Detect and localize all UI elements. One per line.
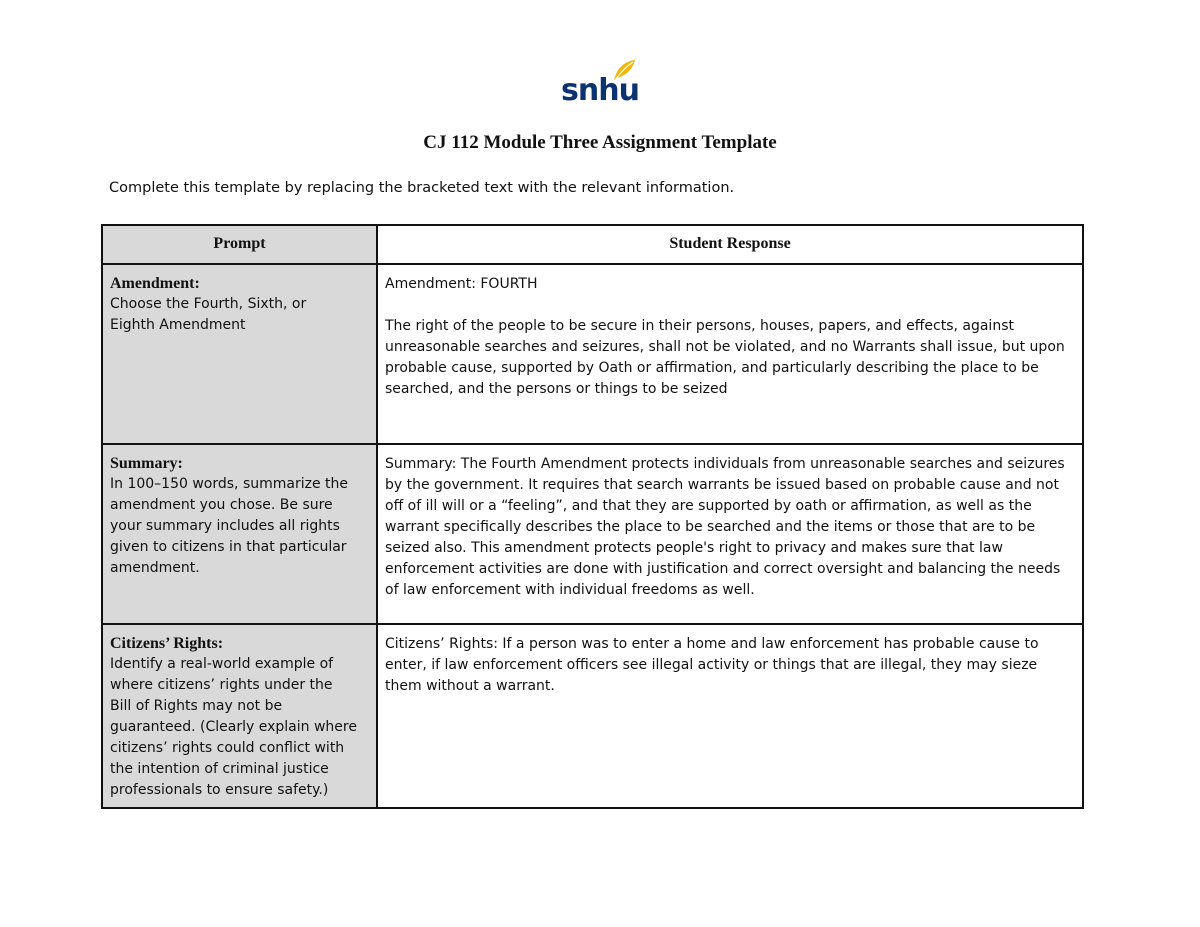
response-text: Citizens’ Rights: If a person was to enter a home and law enforcement has probable cause to enter, if law enforcement officers see illegal activity or things that are illegal, they may sieze them without a warrant.	[385, 636, 1039, 694]
snhu-logo	[561, 58, 637, 110]
prompt-label: Summary:	[110, 455, 183, 472]
prompt-label: Citizens’ Rights:	[110, 635, 224, 652]
response-text: Summary: The Fourth Amendment protects individuals from unreasonable searches and seizures by the government. It requires that search warrants be issued based on probable cause and not off of ill will or a “feeling”, and that they are supported by oath or affirmation, as well as the warrant specifically describes the place to be searched and the items or those that are to be seized also. This amendment protects people's right to privacy and makes sure that law enforcement activities are done with justification and correct oversight and balancing the needs of law enforcement with individual freedoms as well.	[385, 456, 1065, 598]
table-row	[102, 264, 1083, 444]
response-cell[interactable]	[377, 624, 1083, 808]
prompt-text: Identify a real-world example of where citizens’ rights under the Bill of Rights may not be guaranteed. (Clearly explain where citizens’ rights could conflict with the intention of criminal justice professionals to ensure safety.)	[110, 656, 357, 798]
table-row	[102, 444, 1083, 624]
response-column-header: Student Response	[377, 225, 1083, 264]
prompt-text: In 100–150 words, summarize the amendment you chose. Be sure your summary includes all rights given to citizens in that particular amendment.	[110, 476, 349, 576]
prompt-cell	[102, 624, 377, 808]
prompt-label: Amendment:	[110, 275, 200, 292]
response-cell[interactable]	[377, 264, 1083, 444]
prompt-cell	[102, 264, 377, 444]
prompt-column-header: Prompt	[102, 225, 377, 264]
response-text: The right of the people to be secure in their persons, houses, papers, and effects, against unreasonable searches and seizures, shall not be violated, and no Warrants shall issue, but upon probable cause, supported by Oath or affirmation, and particularly describing the place to be searched, and the persons or things to be seized	[385, 318, 1065, 397]
table-row	[102, 624, 1083, 808]
logo-wordmark: snhu	[561, 73, 639, 108]
page-title: CJ 112 Module Three Assignment Template	[423, 132, 777, 153]
assignment-table	[101, 224, 1084, 809]
response-heading: Amendment: FOURTH	[385, 276, 538, 292]
response-cell[interactable]	[377, 444, 1083, 624]
table-header-row	[102, 225, 1083, 264]
prompt-cell	[102, 444, 377, 624]
instructions-text: Complete this template by replacing the bracketed text with the relevant information.	[109, 180, 735, 196]
prompt-text: Choose the Fourth, Sixth, or Eighth Amendment	[110, 296, 307, 333]
